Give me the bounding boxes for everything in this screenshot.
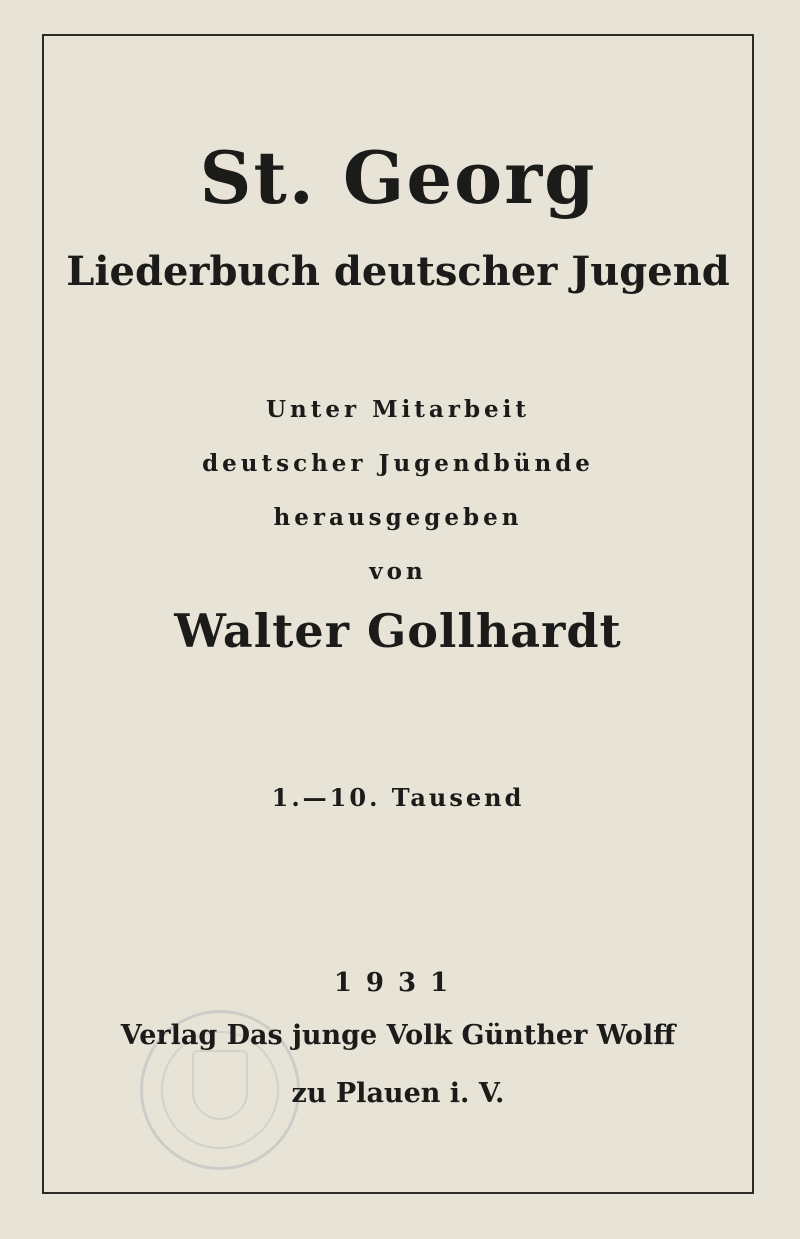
credit-line-4: von xyxy=(369,558,427,585)
credit-line-2: deutscher Jugendbünde xyxy=(202,450,594,477)
author-name: Walter Gollhardt xyxy=(174,604,622,658)
credit-line-1: Unter Mitarbeit xyxy=(265,396,531,423)
edition-note: 1.—10. Tausend xyxy=(271,783,525,812)
book-subtitle: Liederbuch deutscher Jugend xyxy=(66,248,730,295)
publisher-name: Verlag Das junge Volk Günther Wolff xyxy=(120,1020,676,1051)
credit-line-3: herausgegeben xyxy=(273,504,523,531)
book-title: St. Georg xyxy=(199,135,597,220)
publication-year: 1931 xyxy=(333,968,463,998)
publisher-place: zu Plauen i. V. xyxy=(291,1078,505,1109)
